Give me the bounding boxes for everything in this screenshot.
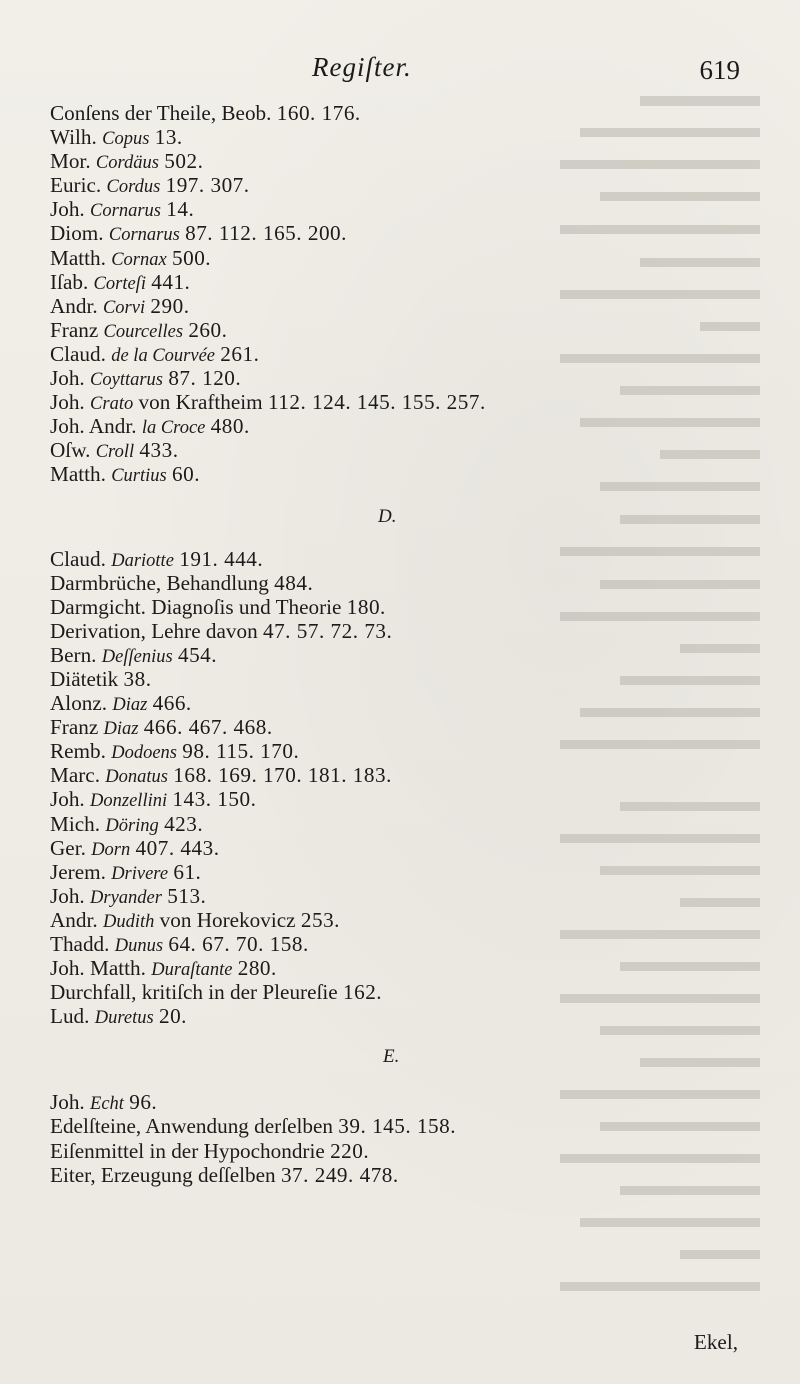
index-entry	[50, 149, 750, 173]
entry-given: Joh.	[50, 787, 85, 812]
index-entry	[50, 390, 750, 414]
index-entry	[50, 763, 750, 787]
entry-given: Durchfall, kritiſch in der Pleureſie	[50, 980, 338, 1005]
index-entry	[50, 1114, 750, 1138]
entry-given: Franz	[50, 715, 99, 740]
index-entry	[50, 1139, 750, 1163]
entry-given: Oſw.	[50, 438, 91, 463]
entry-surname: Cornarus	[108, 225, 180, 246]
index-entry	[50, 438, 750, 462]
entry-given: Andr.	[50, 293, 98, 318]
entry-surname: Coyttarus	[90, 370, 164, 391]
entry-pages: 466. 467. 468.	[143, 715, 273, 740]
entry-pages: 220.	[330, 1138, 370, 1163]
index-entry	[50, 125, 750, 149]
index-entry	[50, 571, 750, 595]
entry-given: Joh.	[50, 1090, 85, 1115]
entry-surname: Döring	[105, 815, 159, 836]
index-entry	[50, 739, 750, 763]
index-entry	[50, 294, 750, 318]
entry-pages: 64. 67. 70. 158.	[168, 932, 309, 956]
index-entry	[50, 884, 750, 908]
index-entry	[50, 836, 750, 860]
index-entry	[50, 908, 750, 932]
index-entry	[50, 667, 750, 691]
entry-surname: Duraſtante	[151, 960, 233, 981]
index-entry	[50, 173, 750, 197]
index-entry	[50, 787, 750, 811]
entry-pages: 162.	[343, 980, 383, 1005]
entry-pages: 112. 124. 145. 155. 257.	[267, 390, 486, 415]
entry-surname: Corteſi	[93, 273, 146, 294]
index-entry	[50, 246, 750, 270]
entry-given: Joh.	[50, 366, 85, 391]
entry-surname: Copus	[102, 129, 150, 150]
index-entry	[50, 101, 750, 125]
entry-surname: Crato	[90, 394, 134, 415]
index-entry	[50, 956, 750, 980]
catchword: Ekel,	[693, 1330, 738, 1354]
entry-pages: 87. 112. 165. 200.	[185, 221, 347, 246]
entry-pages: 38.	[123, 666, 152, 691]
entry-surname: Drivere	[111, 863, 169, 884]
section-letter: D.	[378, 505, 397, 527]
entry-given: Joh.	[50, 197, 85, 222]
entry-given: Conſens der Theile, Beob.	[50, 101, 272, 125]
entry-surname: Cornax	[111, 249, 167, 270]
entry-pages: 423.	[164, 811, 204, 836]
index-entry	[50, 197, 750, 221]
entry-surname: Donzellini	[90, 791, 168, 812]
entry-pages: 39. 145. 158.	[338, 1114, 457, 1139]
entry-given: Euric.	[50, 173, 102, 198]
entry-pages: 253.	[300, 907, 340, 932]
entry-pages: 433.	[139, 438, 179, 463]
entry-pages: 484.	[274, 570, 314, 595]
entry-given: Thadd.	[50, 932, 110, 956]
entry-pages: 87. 120.	[168, 366, 242, 391]
entry-given: Jerem.	[50, 859, 106, 884]
entry-given: Edelſteine, Anwendung derſelben	[50, 1114, 333, 1139]
index-entry	[50, 932, 750, 956]
entry-pages: 454.	[177, 642, 218, 667]
entry-given: Claud.	[50, 546, 106, 571]
entry-surname: Dunus	[114, 936, 164, 956]
entry-given: Claud.	[50, 341, 106, 366]
index-entry	[50, 980, 750, 1004]
entry-given: Derivation, Lehre davon	[50, 618, 258, 643]
entry-given: Iſab.	[50, 269, 89, 294]
entry-given: Alonz.	[50, 691, 108, 716]
index-entry	[50, 619, 750, 643]
entry-surname: Dryander	[90, 887, 162, 908]
entry-pages: 13.	[154, 125, 183, 150]
entry-surname: Duretus	[94, 1008, 154, 1029]
entry-pages: 191. 444.	[179, 546, 264, 571]
entry-pages: 513.	[167, 883, 207, 908]
entry-given: Joh.	[50, 390, 85, 415]
index-entry	[50, 715, 750, 739]
entry-pages: 261.	[220, 341, 260, 366]
entry-given: Wilh.	[50, 125, 97, 150]
entry-surname: Diaz	[103, 719, 139, 740]
entry-pages: 180.	[346, 594, 386, 619]
entry-surname: Diaz	[112, 695, 148, 716]
entry-rest: von Kraftheim	[138, 390, 263, 415]
entry-given: Joh. Andr.	[50, 414, 137, 439]
section-letter: E.	[383, 1046, 400, 1068]
index-entry	[50, 812, 750, 836]
entry-given: Darmbrüche, Behandlung	[50, 570, 269, 595]
index-entry	[50, 1163, 750, 1187]
entry-pages: 280.	[237, 956, 277, 981]
entry-surname: Deſſenius	[101, 646, 173, 667]
index-entry	[50, 643, 750, 667]
entry-surname: Cordäus	[95, 153, 159, 174]
entry-surname: Croll	[95, 442, 135, 463]
entry-given: Eiſenmittel in der Hypochondrie	[50, 1138, 325, 1163]
entry-pages: 500.	[172, 245, 212, 270]
entry-surname: Curtius	[111, 466, 167, 487]
entry-pages: 407. 443.	[135, 835, 220, 860]
entry-given: Matth.	[50, 245, 106, 270]
entry-given: Joh. Matth.	[50, 956, 146, 981]
entry-given: Joh.	[50, 883, 85, 908]
entry-pages: 441.	[151, 269, 191, 294]
page-number: 619	[699, 55, 740, 85]
index-entry	[50, 270, 750, 294]
entry-given: Marc.	[50, 763, 100, 788]
entry-pages: 61.	[173, 859, 202, 884]
index-entry	[50, 318, 750, 342]
entry-given: Ger.	[50, 835, 86, 860]
entry-surname: de la Courvée	[111, 345, 215, 366]
entry-pages: 20.	[158, 1004, 187, 1029]
index-entry	[50, 342, 750, 366]
entry-given: Franz	[50, 317, 99, 342]
entry-surname: Dudith	[102, 911, 155, 932]
entry-given: Mich.	[50, 811, 101, 836]
entry-rest: von Horekovicz	[159, 907, 296, 932]
entry-given: Matth.	[50, 462, 106, 487]
entry-pages: 197. 307.	[165, 173, 250, 198]
page-header	[0, 52, 800, 92]
index-entry	[50, 595, 750, 619]
entry-pages: 47. 57. 72. 73.	[262, 618, 393, 643]
index-entry	[50, 547, 750, 571]
entry-given: Lud.	[50, 1004, 90, 1029]
entry-pages: 466.	[152, 691, 192, 716]
entry-surname: Donatus	[105, 767, 168, 788]
entry-given: Darmgicht. Diagnoſis und Theorie	[50, 594, 342, 619]
entry-pages: 168. 169. 170. 181. 183.	[173, 763, 392, 788]
entry-given: Eiter, Erzeugung deſſelben	[50, 1162, 276, 1187]
entry-pages: 502.	[164, 149, 204, 174]
entry-pages: 98. 115. 170.	[182, 739, 300, 764]
index-entry	[50, 860, 750, 884]
index-entry	[50, 366, 750, 390]
entry-pages: 480.	[210, 414, 250, 439]
index-entry	[50, 691, 750, 715]
entry-pages: 143. 150.	[172, 787, 257, 812]
running-head: Regiſter.	[312, 52, 412, 82]
index-entry	[50, 414, 750, 438]
entry-surname: Dodoens	[111, 743, 177, 764]
entry-pages: 37. 249. 478.	[280, 1162, 399, 1187]
entry-pages: 14.	[166, 197, 195, 222]
entry-surname: la Croce	[141, 418, 206, 439]
entry-pages: 160. 176.	[276, 101, 361, 125]
entry-surname: Dorn	[91, 839, 131, 860]
entry-pages: 96.	[129, 1090, 158, 1115]
entry-surname: Cornarus	[90, 201, 161, 222]
entry-given: Diom.	[50, 221, 104, 246]
index-entry	[50, 1090, 750, 1114]
entry-pages: 290.	[150, 293, 190, 318]
entry-given: Diätetik	[50, 666, 119, 691]
entry-given: Remb.	[50, 739, 106, 764]
index-entry	[50, 462, 750, 486]
entry-pages: 60.	[172, 462, 201, 487]
entry-given: Bern.	[50, 642, 97, 667]
index-entry	[50, 221, 750, 245]
entry-given: Andr.	[50, 907, 98, 932]
entry-given: Mor.	[50, 149, 91, 174]
entry-surname: Dariotte	[111, 550, 174, 571]
entry-surname: Corvi	[102, 297, 146, 318]
index-column	[50, 101, 750, 1187]
entry-surname: Echt	[90, 1094, 124, 1115]
entry-pages: 260.	[188, 317, 228, 342]
entry-surname: Courcelles	[103, 321, 184, 342]
index-entry	[50, 1004, 750, 1028]
entry-surname: Cordus	[106, 177, 161, 198]
